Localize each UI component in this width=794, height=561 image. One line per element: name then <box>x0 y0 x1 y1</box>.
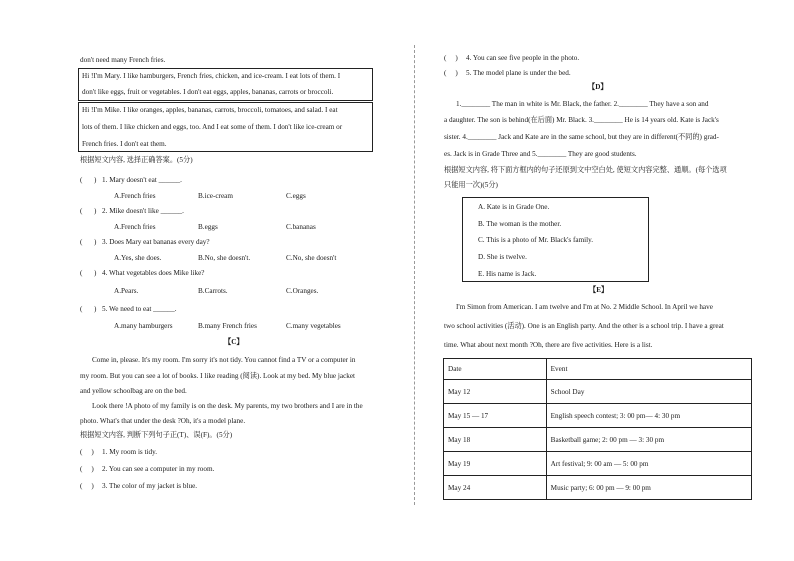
tf-paren[interactable]: ( ) <box>80 482 94 490</box>
option-c: C.Oranges. <box>286 287 319 295</box>
table-row <box>444 380 752 404</box>
fill-option: B. The woman is the mother. <box>478 220 562 228</box>
instruction-fill: 根据短文内容, 将下面方框内的句子还原到文中空白处, 使短文内容完整、通顺。(每个选项 <box>444 166 727 174</box>
table-header-row <box>444 359 752 380</box>
passage-c-line: Look there !A photo of my family is on the desk. My parents, my two brothers and I are in the <box>92 402 363 410</box>
cell-event: Art festival; 9: 00 am — 5: 00 pm <box>546 452 751 476</box>
passage-c-line: and yellow schoolbag are on the bed. <box>80 387 187 395</box>
answer-paren[interactable]: ( <box>80 238 83 246</box>
option-b: B.No, she doesn't. <box>198 254 251 262</box>
option-c: C.No, she doesn't <box>286 254 337 262</box>
instruction-tf: 根据短文内容, 判断下列句子正(T)、误(F)。(5分) <box>80 431 233 439</box>
table-row <box>444 452 752 476</box>
mary-line: don't like eggs, fruit or vegetables. I don't eat eggs, apples, bananas, carrots or broccoli. <box>82 88 334 96</box>
answer-paren-close: ) <box>94 207 97 215</box>
question-text: 4. What vegetables does Mike like? <box>102 269 205 277</box>
cell-date: May 19 <box>444 452 547 476</box>
fill-option: E. His name is Jack. <box>478 270 537 278</box>
table-row <box>444 476 752 500</box>
tf-paren[interactable]: ( ) <box>80 465 94 473</box>
answer-paren[interactable]: ( <box>80 176 83 184</box>
header-event: Event <box>546 359 751 380</box>
tf-paren[interactable]: ( ) <box>444 69 458 77</box>
instruction-fill: 只能用一次)(5分) <box>444 181 498 189</box>
mike-line: lots of them. I like chicken and eggs, too. And I eat some of them. I don't like ice-cream or <box>82 123 343 131</box>
option-a: A.Pears. <box>114 287 139 295</box>
passage-e-line: time. What about next month ?Oh, there are five activities. Here is a list. <box>444 341 653 349</box>
table-row <box>444 428 752 452</box>
mike-line: Hi !I'm Mike. I like oranges, apples, bananas, carrots, broccoli, tomatoes, and salad. I eat <box>82 106 338 114</box>
cell-date: May 12 <box>444 380 547 404</box>
answer-paren-close: ) <box>94 238 97 246</box>
option-a: A.French fries <box>114 192 156 200</box>
passage-c-line: Come in, please. It's my room. I'm sorry it's not tidy. You cannot find a TV or a computer in <box>92 356 356 364</box>
option-c: C.bananas <box>286 223 316 231</box>
instruction-choice: 根据短文内容, 选择正确答案。(5分) <box>80 156 193 164</box>
section-e-heading: 【E】 <box>589 286 609 294</box>
passage-d-line: 1.________ The man in white is Mr. Black, the father. 2.________ They have a son and <box>456 100 709 108</box>
option-a: A.many hamburgers <box>114 322 173 330</box>
passage-d-line: a daughter. The son is behind(在后面) Mr. Black. 3.________ He is 14 years old. Kate is Jack's <box>444 116 719 124</box>
mike-line: French fries. I don't eat them. <box>82 140 167 148</box>
cell-event: School Day <box>546 380 751 404</box>
tf-statement: 1. My room is tidy. <box>102 448 158 456</box>
fill-option: A. Kate is in Grade One. <box>478 203 550 211</box>
cell-date: May 18 <box>444 428 547 452</box>
activity-schedule-table <box>443 358 752 500</box>
cell-date: May 15 — 17 <box>444 404 547 428</box>
tf-statement: 5. The model plane is under the bed. <box>466 69 571 77</box>
option-b: B.ice-cream <box>198 192 233 200</box>
passage-d-line: es. Jack is in Grade Three and 5.________ They are good students. <box>444 150 637 158</box>
passage-e-line: I'm Simon from American. I am twelve and I'm at No. 2 Middle School. In April we have <box>456 303 713 311</box>
answer-paren[interactable]: ( <box>80 207 83 215</box>
cell-event: Basketball game; 2: 00 pm — 3: 30 pm <box>546 428 751 452</box>
fill-option: C. This is a photo of Mr. Black's family. <box>478 236 594 244</box>
option-a: A.French fries <box>114 223 156 231</box>
answer-paren[interactable]: ( <box>80 305 83 313</box>
tf-paren[interactable]: ( ) <box>80 448 94 456</box>
option-a: A.Yes, she does. <box>114 254 162 262</box>
tf-statement: 2. You can see a computer in my room. <box>102 465 215 473</box>
passage-c-line: my room. But you can see a lot of books. I like reading (阅读). Look at my bed. My blue jacket <box>80 372 356 380</box>
option-b: B.Carrots. <box>198 287 228 295</box>
mary-line: Hi !I'm Mary. I like hamburgers, French fries, chicken, and ice-cream. I eat lots of them. I <box>82 72 341 80</box>
option-c: C.many vegetables <box>286 322 341 330</box>
passage-e-line: two school activities (活动). One is an English party. And the other is a school trip. I have a great <box>444 322 724 330</box>
answer-paren[interactable]: ( <box>80 269 83 277</box>
tf-statement: 4. You can see five people in the photo. <box>466 54 580 62</box>
cell-event: English speech contest; 3: 00 pm— 4: 30 pm <box>546 404 751 428</box>
question-text: 5. We need to eat ______. <box>102 305 177 313</box>
question-text: 3. Does Mary eat bananas every day? <box>102 238 210 246</box>
cell-event: Music party; 6: 00 pm — 9: 00 pm <box>546 476 751 500</box>
section-c-heading: 【C】 <box>224 338 244 346</box>
answer-paren-close: ) <box>94 176 97 184</box>
passage-c-line: photo. What's that under the desk ?Oh, it's a model plane. <box>80 417 246 425</box>
header-date: Date <box>444 359 547 380</box>
passage-d-line: sister. 4.________ Jack and Kate are in the same school, but they are in different(不同的) grad- <box>444 133 719 141</box>
fill-option: D. She is twelve. <box>478 253 527 261</box>
column-divider <box>414 45 415 505</box>
table-row <box>444 404 752 428</box>
tf-paren[interactable]: ( ) <box>444 54 458 62</box>
answer-paren-close: ) <box>94 305 97 313</box>
cell-date: May 24 <box>444 476 547 500</box>
option-c: C.eggs <box>286 192 306 200</box>
tf-statement: 3. The color of my jacket is blue. <box>102 482 198 490</box>
question-text: 1. Mary doesn't eat ______. <box>102 176 182 184</box>
section-d-heading: 【D】 <box>588 83 608 91</box>
option-b: B.eggs <box>198 223 218 231</box>
continued-line: don't need many French fries. <box>80 56 166 64</box>
option-b: B.many French fries <box>198 322 257 330</box>
question-text: 2. Mike doesn't like ______. <box>102 207 184 215</box>
answer-paren-close: ) <box>94 269 97 277</box>
